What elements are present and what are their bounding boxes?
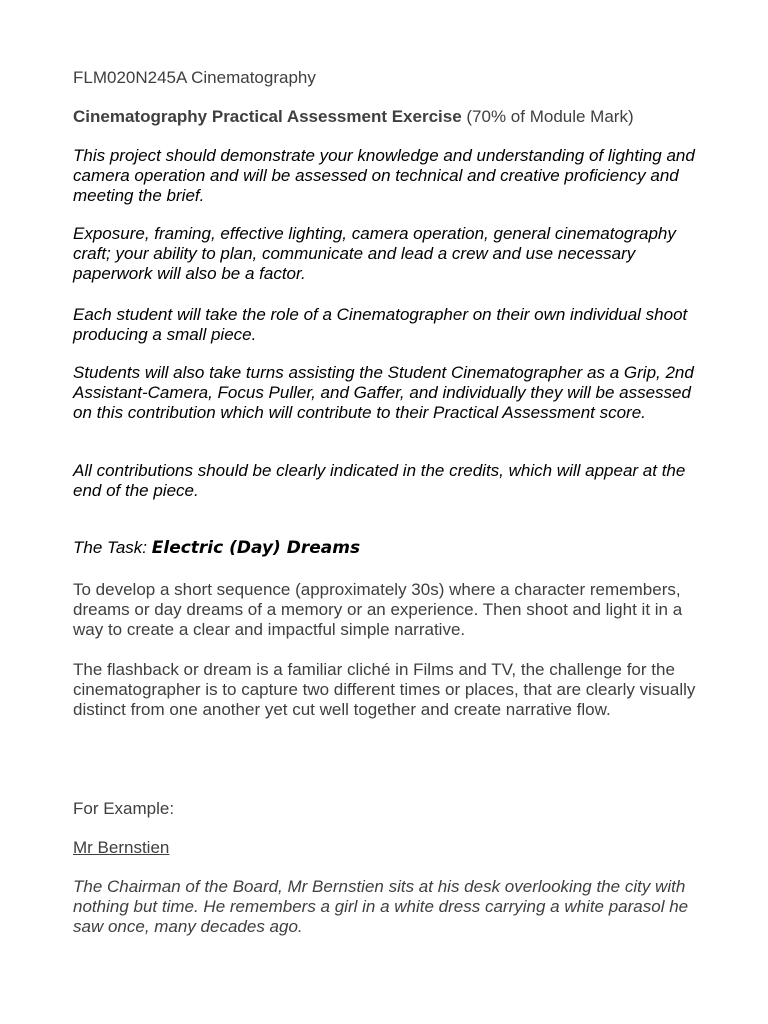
task-heading <box>73 538 703 558</box>
assessment-weighting: (70% of Module Mark) <box>461 107 634 126</box>
intro-paragraph: Exposure, framing, effective lighting, camera operation, general cinematography craft; your ability to plan, communicate and lead a crew and use necessary paperwork will also be a factor. <box>73 224 676 283</box>
assessment-heading <box>73 107 703 127</box>
example-text: The Chairman of the Board, Mr Bernstien sits at his desk overlooking the city with nothing but time. He remembers a girl in a white dress carrying a white parasol he saw once, many decades ago. <box>73 877 689 936</box>
example-title-line <box>73 838 703 858</box>
example-title: Mr Bernstien <box>73 838 170 857</box>
course-code: FLM020N245A Cinematography <box>73 68 316 87</box>
task-title: Electric (Day) Dreams <box>151 538 361 558</box>
example-label: For Example: <box>73 799 175 818</box>
intro-paragraph: Students will also take turns assisting the Student Cinematographer as a Grip, 2nd Assistant-Camera, Focus Puller, and Gaffer, and individually they will be assessed on this contribution which will contribute to their Practical Assessment score. <box>73 363 694 422</box>
task-paragraph: To develop a short sequence (approximately 30s) where a character remembers, dreams or day dreams of a memory or an experience. Then shoot and light it in a way to create a clear and impactful simple narrative. <box>73 580 683 639</box>
assessment-title: Cinematography Practical Assessment Exercise <box>73 107 462 126</box>
task-paragraph: The flashback or dream is a familiar cliché in Films and TV, the challenge for the cinematographer is to capture two different times or places, that are clearly visually distinct from one another yet cut well together and create narrative flow. <box>73 660 696 719</box>
intro-paragraph: This project should demonstrate your knowledge and understanding of lighting and camera operation and will be assessed on technical and creative proficiency and meeting the brief. <box>73 146 695 205</box>
task-label: The Task: <box>73 538 152 557</box>
intro-paragraph: All contributions should be clearly indicated in the credits, which will appear at the end of the piece. <box>73 461 686 500</box>
intro-paragraph: Each student will take the role of a Cinematographer on their own individual shoot producing a small piece. <box>73 305 688 344</box>
